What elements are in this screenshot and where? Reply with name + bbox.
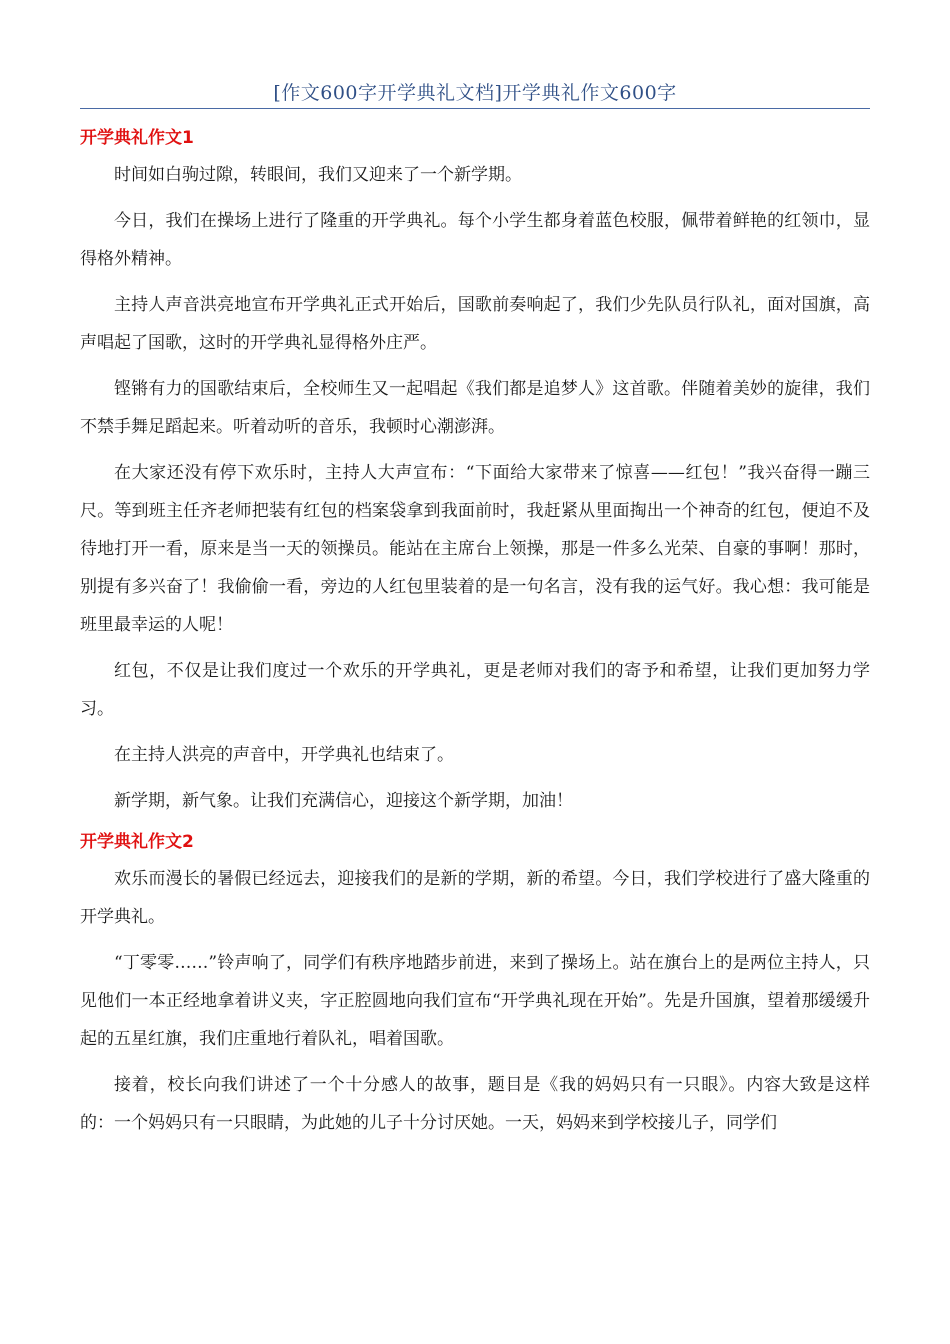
paragraph: 欢乐而漫长的暑假已经远去，迎接我们的是新的学期，新的希望。今日，我们学校进行了盛大隆重的开学典礼。	[80, 869, 870, 927]
paragraph: “丁零零……”铃声响了，同学们有秩序地踏步前进，来到了操场上。站在旗台上的是两位主持人，只见他们一本正经地拿着讲义夹，字正腔圆地向我们宣布“开学典礼现在开始”。先是升国旗，望着那缓缓升起的五星红旗，我们庄重地行着队礼，唱着国歌。	[80, 953, 870, 1049]
essay-section-2	[80, 828, 870, 1142]
paragraph: 新学期，新气象。让我们充满信心，迎接这个新学期，加油！	[114, 791, 573, 811]
paragraph: 在大家还没有停下欢乐时，主持人大声宣布：“下面给大家带来了惊喜——红包！”我兴奋得一蹦三尺。等到班主任齐老师把装有红包的档案袋拿到我面前时，我赶紧从里面掏出一个神奇的红包，便迫不及待地打开一看，原来是当一天的领操员。能站在主席台上领操，那是一件多么光荣、自豪的事啊！那时，别提有多兴奋了！我偷偷一看，旁边的人红包里装着的是一句名言，没有我的运气好。我心想：我可能是班里最幸运的人呢！	[80, 463, 870, 635]
page-header-title: [作文600字开学典礼文档]开学典礼作文600字	[273, 82, 677, 104]
paragraph: 铿锵有力的国歌结束后，全校师生又一起唱起《我们都是追梦人》这首歌。伴随着美妙的旋律，我们不禁手舞足蹈起来。听着动听的音乐，我顿时心潮澎湃。	[80, 379, 870, 437]
paragraph: 时间如白驹过隙，转眼间，我们又迎来了一个新学期。	[114, 165, 522, 185]
essay-section-1	[80, 124, 870, 820]
paragraph: 红包，不仅是让我们度过一个欢乐的开学典礼，更是老师对我们的寄予和希望，让我们更加努力学习。	[80, 661, 870, 719]
document-body	[80, 124, 870, 1150]
header-divider	[80, 108, 870, 109]
section-heading: 开学典礼作文1	[80, 128, 194, 148]
paragraph: 今日，我们在操场上进行了隆重的开学典礼。每个小学生都身着蓝色校服，佩带着鲜艳的红领巾，显得格外精神。	[80, 211, 870, 269]
section-heading: 开学典礼作文2	[80, 832, 194, 852]
paragraph: 在主持人洪亮的声音中，开学典礼也结束了。	[114, 745, 454, 765]
paragraph: 接着，校长向我们讲述了一个十分感人的故事，题目是《我的妈妈只有一只眼》。内容大致是这样的：一个妈妈只有一只眼睛，为此她的儿子十分讨厌她。一天，妈妈来到学校接儿子，同学们	[80, 1075, 870, 1133]
paragraph: 主持人声音洪亮地宣布开学典礼正式开始后，国歌前奏响起了，我们少先队员行队礼，面对国旗，高声唱起了国歌，这时的开学典礼显得格外庄严。	[80, 295, 870, 353]
